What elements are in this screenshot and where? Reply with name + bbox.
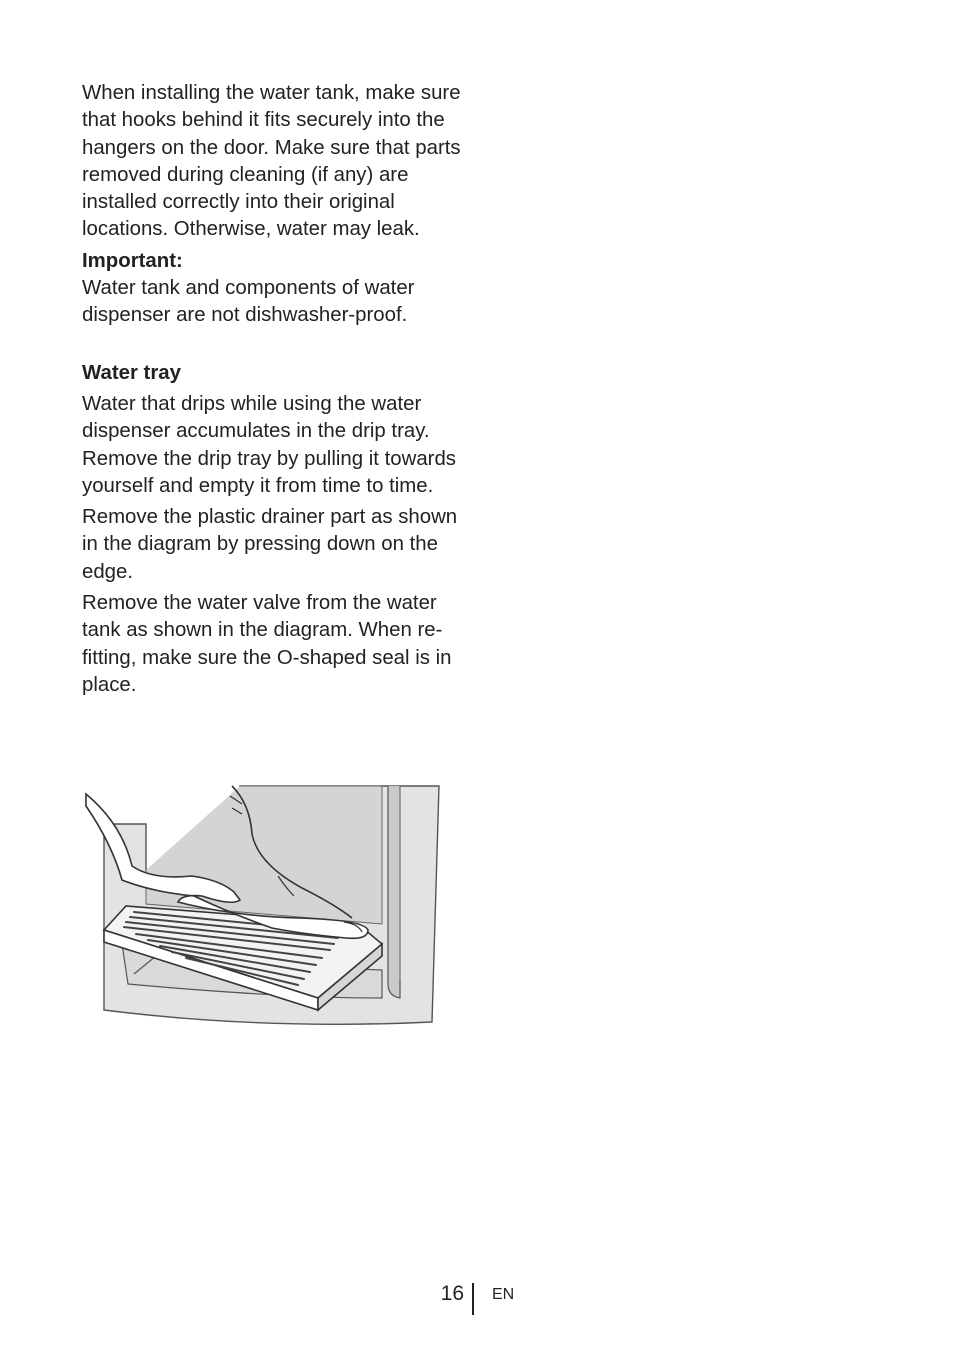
text-column: [82, 80, 474, 703]
language-code: EN: [492, 1286, 515, 1303]
drip-tray-illustration: [82, 784, 444, 1030]
important-text: Water tank and components of water dispenser are not dishwasher-proof.: [82, 277, 415, 327]
page-footer: [0, 1280, 954, 1320]
footer-divider: [472, 1283, 474, 1315]
water-tray-paragraph-3: Remove the water valve from the water tank as shown in the diagram. When re-fitting, make sure the O-shaped seal is in place.: [82, 592, 452, 696]
drip-tray-drawing: [82, 784, 444, 1030]
page-number: 16: [440, 1282, 464, 1305]
water-tray-paragraph-1: Water that drips while using the water dispenser accumulates in the drip tray. Remove the drip tray by pulling it towards yourself and empty it from time to time.: [82, 392, 457, 497]
water-tray-heading: Water tray: [82, 361, 181, 384]
water-tray-paragraph-2: Remove the plastic drainer part as shown in the diagram by pressing down on the edge.: [82, 506, 458, 583]
installation-paragraph: When installing the water tank, make sure that hooks behind it fits securely into the hangers on the door. Make sure that parts removed during cleaning (if any) are installed correctly into their original locations. Otherwise, water may leak.: [82, 82, 461, 241]
important-label: Important:: [82, 249, 183, 272]
